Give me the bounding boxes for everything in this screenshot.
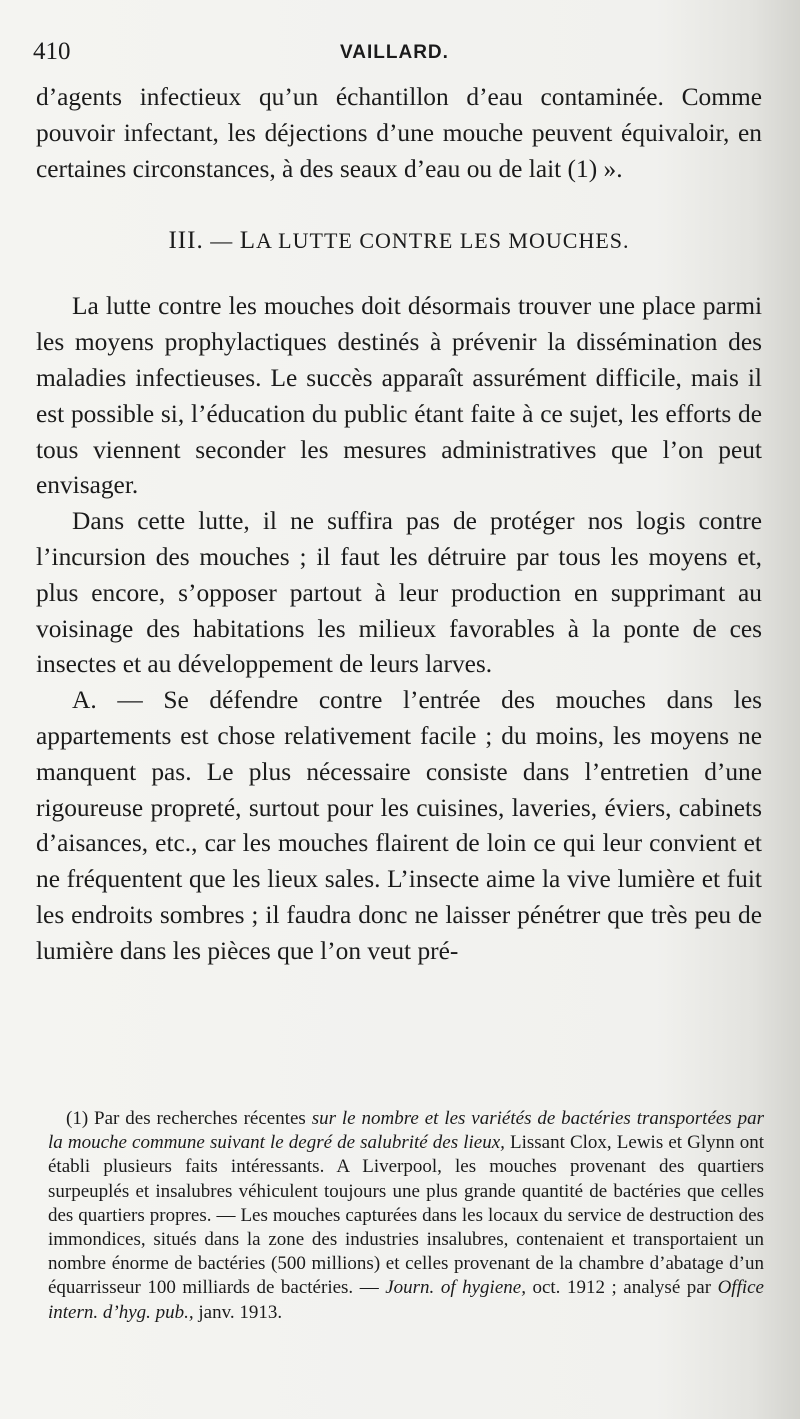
paragraph: La lutte contre les mouches doit désormais trouver une place parmi les moyens prophylactiques destinés à prévenir la dissémination des maladies infectieuses. Le succès apparaît assurément difficile, mais il est possible si, l’éducation du public étant faite à ce sujet, les efforts de tous viennent seconder les mesures administratives que l’on peut envisager. bbox=[36, 292, 762, 500]
page-number: 410 bbox=[33, 38, 71, 65]
footnote-office: Office intern. d’hyg. pub., bbox=[48, 1277, 764, 1323]
section-dash: — bbox=[203, 228, 240, 254]
paragraph-continuation: d’agents infectieux qu’un échantillon d’eau contaminée. Comme pouvoir infectant, les déjections d’une mouche peuvent équivaloir, en certaines circonstances, à des seaux d’eau ou de lait (1) ». bbox=[36, 83, 762, 183]
footnote-end: janv. 1913. bbox=[193, 1301, 283, 1323]
footnote-body: Lissant Clox, Lewis et Glynn ont établi plusieurs faits intéressants. A Liverpool, les mouches provenant des quartiers surpeuplés et insalubres véhiculent toujours une plus grande quantité de bactéries que celles des quartiers propres. — Les mouches capturées dans les locaux du service de destruction des immondices, situés dans la zone des industries insalubres, contenaient et transportaient un nombre énorme de bactéries (500 millions) et celles provenant de la chambre d’abatage d’un équarrisseur 100 milliards de bactéries. — bbox=[48, 1132, 764, 1299]
paragraph: A. — Se défendre contre l’entrée des mouches dans les appartements est chose relativement facile ; du moins, les moyens ne manquent pas. Le plus nécessaire consiste dans l’entretien d’une rigoureuse propreté, surtout pour les cuisines, laveries, éviers, cabinets d’aisances, etc., car les mouches flairent de loin ce qui leur convient et ne fréquentent que les lieux sales. L’insecte aime la vive lumière et fuit les endroits sombres ; il faudra donc ne laisser pénétrer que très peu de lumière dans les pièces que l’on veut pré- bbox=[36, 686, 762, 965]
footnote bbox=[48, 1107, 764, 1325]
footnote-text bbox=[48, 1107, 764, 1325]
section-title-rest: A LUTTE CONTRE LES MOUCHES. bbox=[256, 228, 630, 254]
paragraph: Dans cette lutte, il ne suffira pas de protéger nos logis contre l’incursion des mouches ; il faut les détruire par tous les moyens et, plus encore, s’opposer partout à leur production en supprimant au voisinage des habitations les milieux favorables à la ponte de ces insectes et au développement de leurs larves. bbox=[36, 507, 762, 679]
footnote-italic-title: sur le nombre et les variétés de bactéries transportées par la mouche commune suivant le degré de salubrité des lieux, bbox=[48, 1108, 764, 1154]
running-head: VAILLARD. bbox=[340, 42, 449, 63]
main-text bbox=[36, 80, 762, 970]
footnote-journal: Journ. of hygiene, bbox=[385, 1277, 526, 1299]
section-numeral: III. bbox=[168, 227, 204, 255]
section-heading bbox=[36, 227, 762, 255]
footnote-date: oct. 1912 ; analysé par bbox=[525, 1277, 718, 1299]
footnote-lead: (1) Par des recherches récentes bbox=[66, 1108, 312, 1129]
section-initial: L bbox=[239, 227, 256, 255]
page-header bbox=[33, 38, 773, 74]
